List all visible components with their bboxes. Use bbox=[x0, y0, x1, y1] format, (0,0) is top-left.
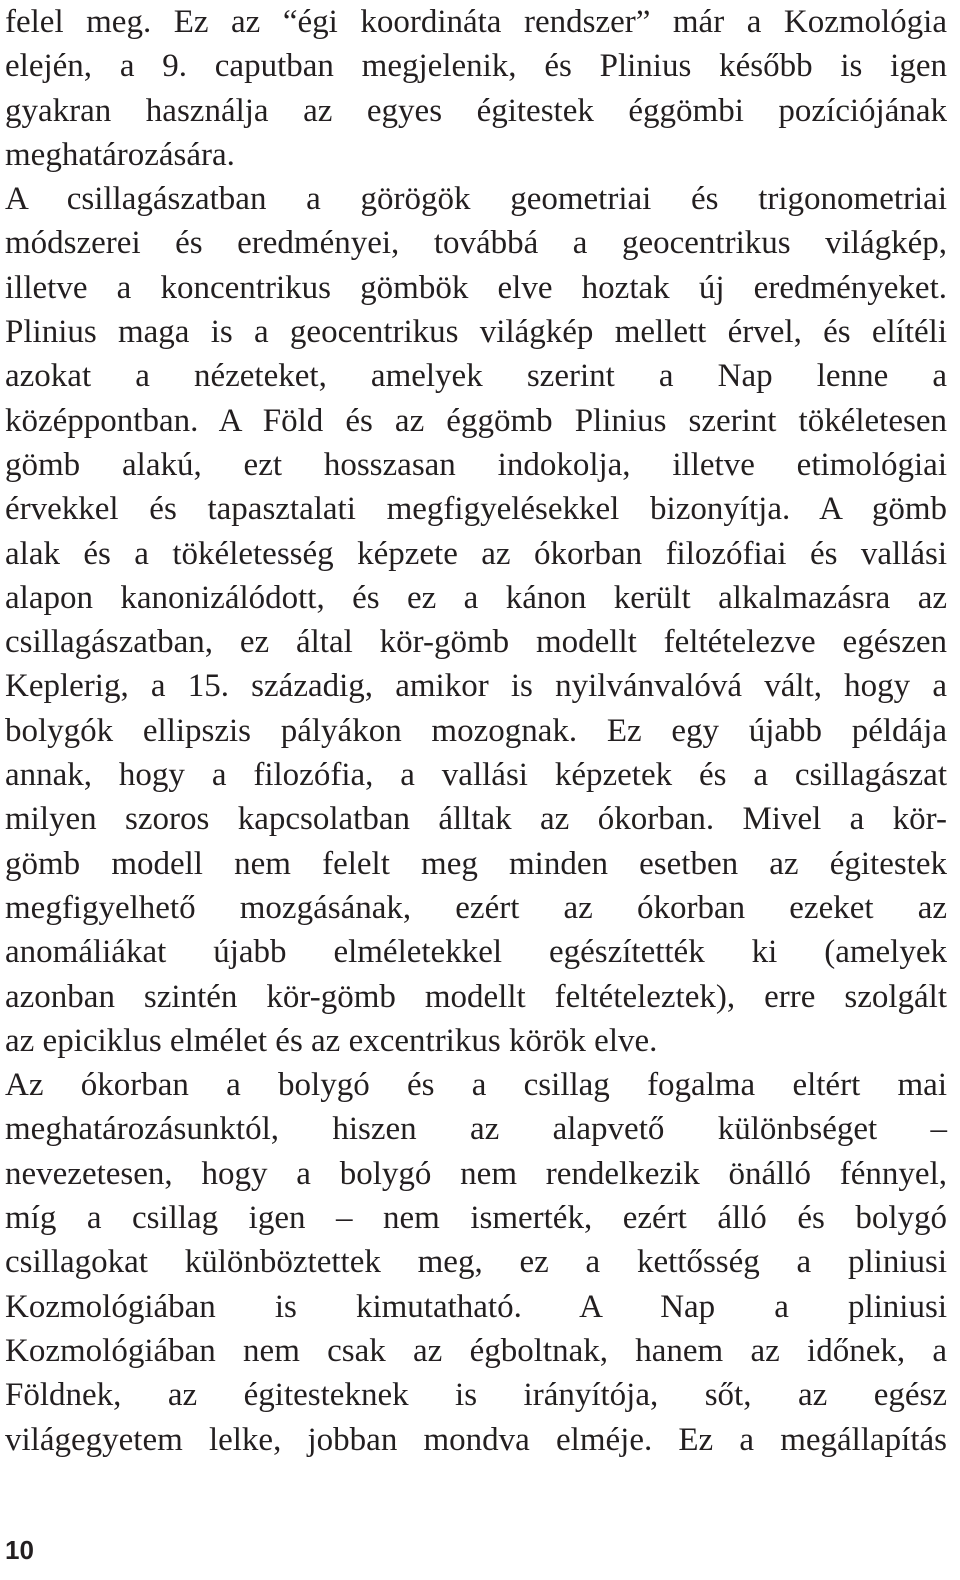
text-line: nevezetesen, hogy a bolygó nem rendelkezik önálló fénnyel, bbox=[5, 1155, 947, 1192]
text-line: A csillagászatban a görögök geometriai és trigonometriai bbox=[5, 181, 947, 218]
text-line: meghatározására. bbox=[5, 136, 235, 173]
text-line: bolygók ellipszis pályákon mozognak. Ez egy újabb példája bbox=[5, 712, 947, 749]
text-line: anomáliákat újabb elméletekkel egészítették ki (amelyek bbox=[5, 934, 947, 971]
text-line: világegyetem lelke, jobban mondva elméje. Ez a megállapítás bbox=[5, 1421, 947, 1458]
text-line: alak és a tökéletesség képzete az ókorban filozófiai és vallási bbox=[5, 535, 947, 572]
text-line: érvekkel és tapasztalati megfigyelésekkel bizonyítja. A gömb bbox=[5, 491, 947, 528]
text-line: annak, hogy a filozófia, a vallási képzetek és a csillagászat bbox=[5, 757, 947, 794]
text-line: illetve a koncentrikus gömbök elve hoztak új eredményeket. bbox=[5, 269, 947, 306]
text-line: Földnek, az égitesteknek is irányítója, sőt, az egész bbox=[5, 1377, 947, 1414]
text-line: megfigyelhető mozgásának, ezért az ókorban ezeket az bbox=[5, 889, 947, 926]
text-line: azonban szintén kör-gömb modellt feltételeztek), erre szolgált bbox=[5, 978, 947, 1015]
text-line: gömb modell nem felelt meg minden esetben az égitestek bbox=[5, 845, 947, 882]
text-line: gömb alakú, ezt hosszasan indokolja, illetve etimológiai bbox=[5, 446, 947, 483]
text-line: csillagokat különböztettek meg, ez a kettősség a pliniusi bbox=[5, 1244, 947, 1281]
text-line: gyakran használja az egyes égitestek éggömbi pozíciójának bbox=[5, 92, 947, 129]
text-line: Kozmológiában nem csak az égboltnak, hanem az időnek, a bbox=[5, 1332, 947, 1369]
text-line: felel meg. Ez az “égi koordináta rendszer” már a Kozmológia bbox=[5, 4, 947, 40]
paragraph-3 bbox=[5, 1063, 947, 1462]
text-line: elején, a 9. caputban megjelenik, és Plinius később is igen bbox=[5, 48, 947, 85]
text-line: Plinius maga is a geocentrikus világkép mellett érvel, és elítéli bbox=[5, 314, 947, 351]
text-line: meghatározásunktól, hiszen az alapvető különbséget – bbox=[5, 1111, 947, 1148]
text-line: Keplerig, a 15. századig, amikor is nyilvánvalóvá vált, hogy a bbox=[5, 668, 947, 705]
paragraph-1 bbox=[5, 0, 947, 177]
text-line: az epiciklus elmélet és az excentrikus körök elve. bbox=[5, 1022, 658, 1059]
page-body bbox=[5, 0, 947, 1462]
text-line: azokat a nézeteket, amelyek szerint a Nap lenne a bbox=[5, 358, 947, 395]
text-line: milyen szoros kapcsolatban álltak az ókorban. Mivel a kör- bbox=[5, 801, 947, 838]
text-line: Kozmológiában is kimutatható. A Nap a pliniusi bbox=[5, 1288, 947, 1325]
page-number: 10 bbox=[5, 1535, 34, 1565]
text-line: módszerei és eredményei, továbbá a geocentrikus világkép, bbox=[5, 225, 947, 262]
text-line: alapon kanonizálódott, és ez a kánon került alkalmazásra az bbox=[5, 579, 947, 616]
text-line: csillagászatban, ez által kör-gömb modellt feltételezve egészen bbox=[5, 624, 947, 661]
text-line: középpontban. A Föld és az éggömb Plinius szerint tökéletesen bbox=[5, 402, 947, 439]
text-line: Az ókorban a bolygó és a csillag fogalma eltért mai bbox=[5, 1067, 947, 1104]
text-line: míg a csillag igen – nem ismerték, ezért álló és bolygó bbox=[5, 1200, 947, 1237]
paragraph-2 bbox=[5, 177, 947, 1063]
